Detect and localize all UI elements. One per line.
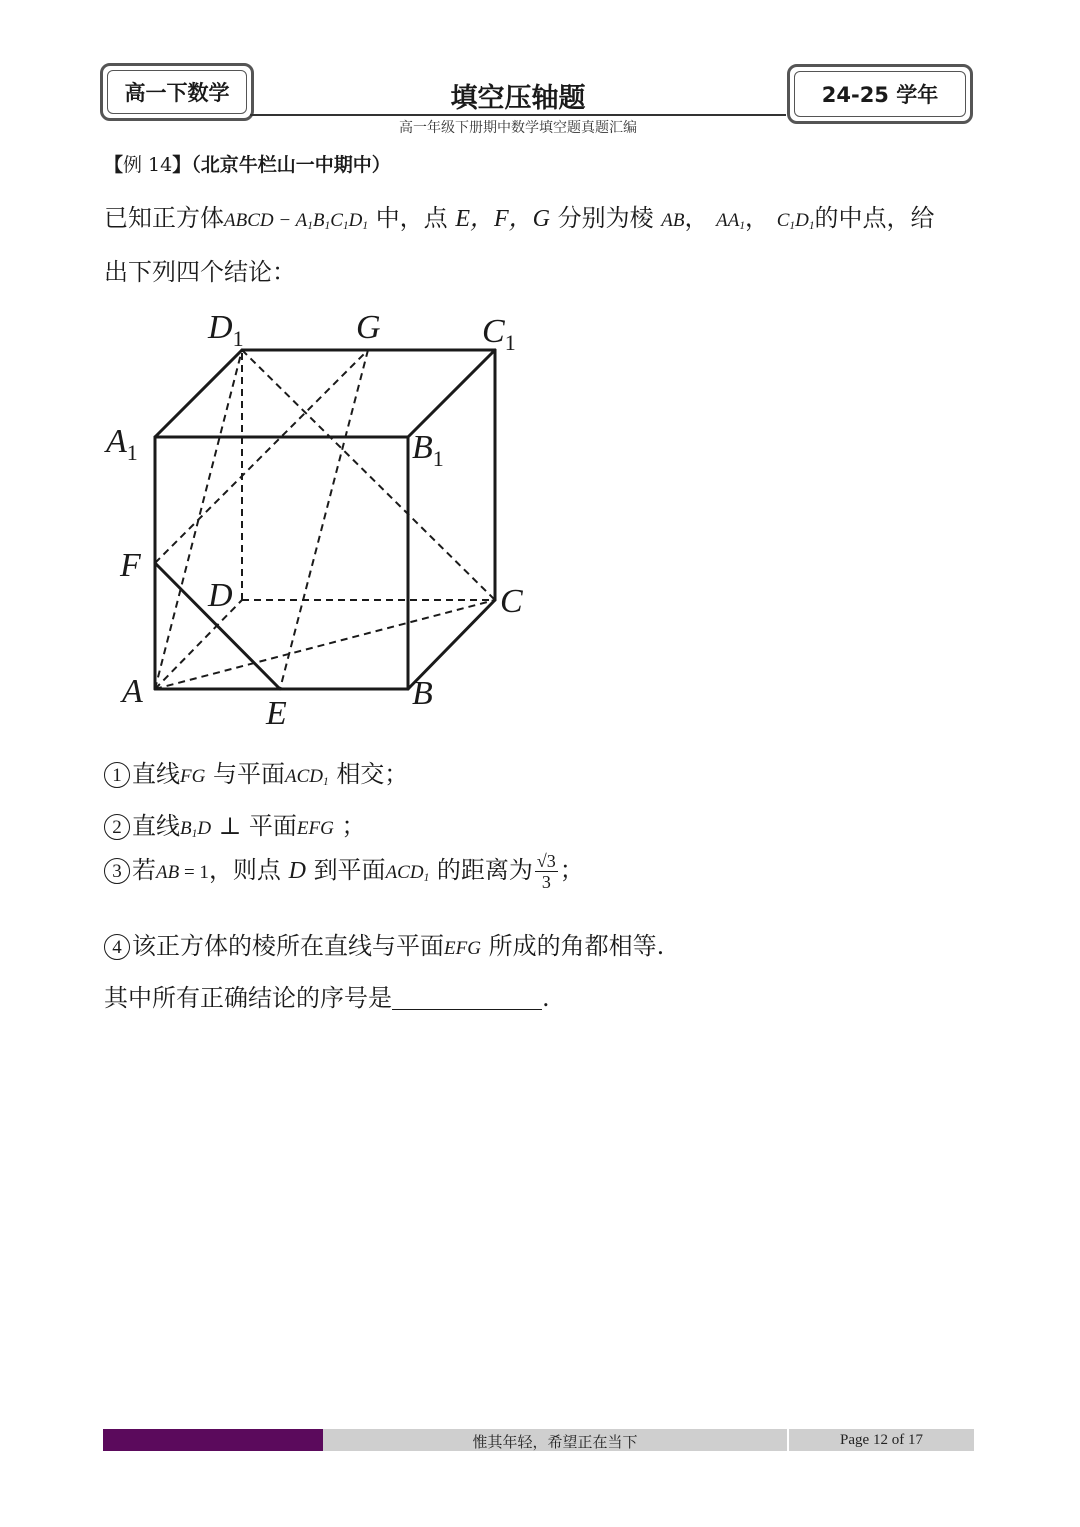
circled-number: 3: [104, 858, 130, 884]
problem-line-1: 已知正方体ABCD − $A_1B_1C_1D_1$ 中，点 E，F，G 分别为棱 AB， $AA_1$， $C_1D_1$的中点，给: [104, 204, 935, 232]
edge-a1-d1: [155, 350, 242, 437]
example-number: 例 14: [123, 154, 173, 176]
grade-subject-label: 高一下数学: [124, 81, 230, 105]
label-a: A: [122, 673, 143, 710]
label-f: F: [120, 547, 141, 584]
label-b: B: [412, 675, 433, 712]
label-a1: $A_1$: [106, 423, 138, 465]
footer-accent-bar: [103, 1429, 323, 1451]
edge-c1d1: $C_1D_1$: [776, 210, 815, 232]
label-b1: $B_1$: [412, 429, 444, 471]
example-heading: [104, 150, 391, 177]
question-line: 其中所有正确结论的序号是 .: [104, 984, 550, 1012]
edge-ab: AB: [661, 210, 685, 231]
segment-f-g: [155, 350, 368, 563]
label-c: C: [500, 583, 523, 620]
bracket-open: 【: [104, 154, 124, 176]
circled-number: 4: [104, 934, 130, 960]
problem-line-2: 出下列四个结论：: [104, 258, 296, 286]
problem-text: 的中点，给: [814, 204, 935, 232]
conclusion-2: 2 直线$B_1D$ ⊥ 平面EFG ；: [104, 806, 365, 841]
page-subtitle: 高一年级下册期中数学填空题真题汇编: [399, 120, 637, 136]
edge-c1-b1: [408, 350, 495, 437]
header-rule: [250, 114, 786, 116]
edge-aa1: $AA_1$: [716, 210, 746, 232]
label-d1: $D_1$: [208, 309, 244, 351]
label-c1: $C_1$: [482, 313, 516, 355]
footer-motto: 惟其年轻，希望正在当下: [472, 1433, 638, 1451]
label-d: D: [208, 577, 233, 614]
problem-text: 分别为棱: [557, 204, 654, 232]
cube-diagram: [100, 300, 540, 740]
circled-number: 1: [104, 762, 130, 788]
school-year-badge: [787, 64, 973, 124]
page-title: 填空压轴题: [450, 83, 586, 114]
problem-text: 中，点: [375, 204, 448, 232]
grade-subject-badge: [100, 63, 254, 121]
conclusion-1: 1 直线FG 与平面$ACD_1$ 相交；: [104, 754, 408, 789]
school-year-label: 24-25 学年: [821, 83, 939, 107]
problem-text: 已知正方体: [104, 204, 224, 232]
bracket-close: 】: [172, 154, 192, 176]
conclusion-4: 4 该正方体的棱所在直线与平面EFG 所成的角都相等.: [104, 926, 664, 961]
fraction-sqrt3-over-3: $\frac{√3}{3}$: [536, 851, 556, 892]
cube-name: ABCD − $A_1B_1C_1D_1$: [224, 210, 369, 232]
conclusion-3: 3 若AB = 1，则点 D 到平面$ACD_1$ 的距离为 $\frac{√3}{3}$ ；: [104, 850, 584, 892]
answer-blank[interactable]: [392, 987, 542, 1010]
circled-number: 2: [104, 814, 130, 840]
points-efg: E，F，G: [455, 206, 550, 232]
page-number: Page 12 of 17: [840, 1432, 923, 1448]
label-e: E: [266, 695, 287, 732]
example-source: （北京牛栏山一中期中）: [191, 154, 391, 176]
label-g: G: [356, 309, 381, 346]
